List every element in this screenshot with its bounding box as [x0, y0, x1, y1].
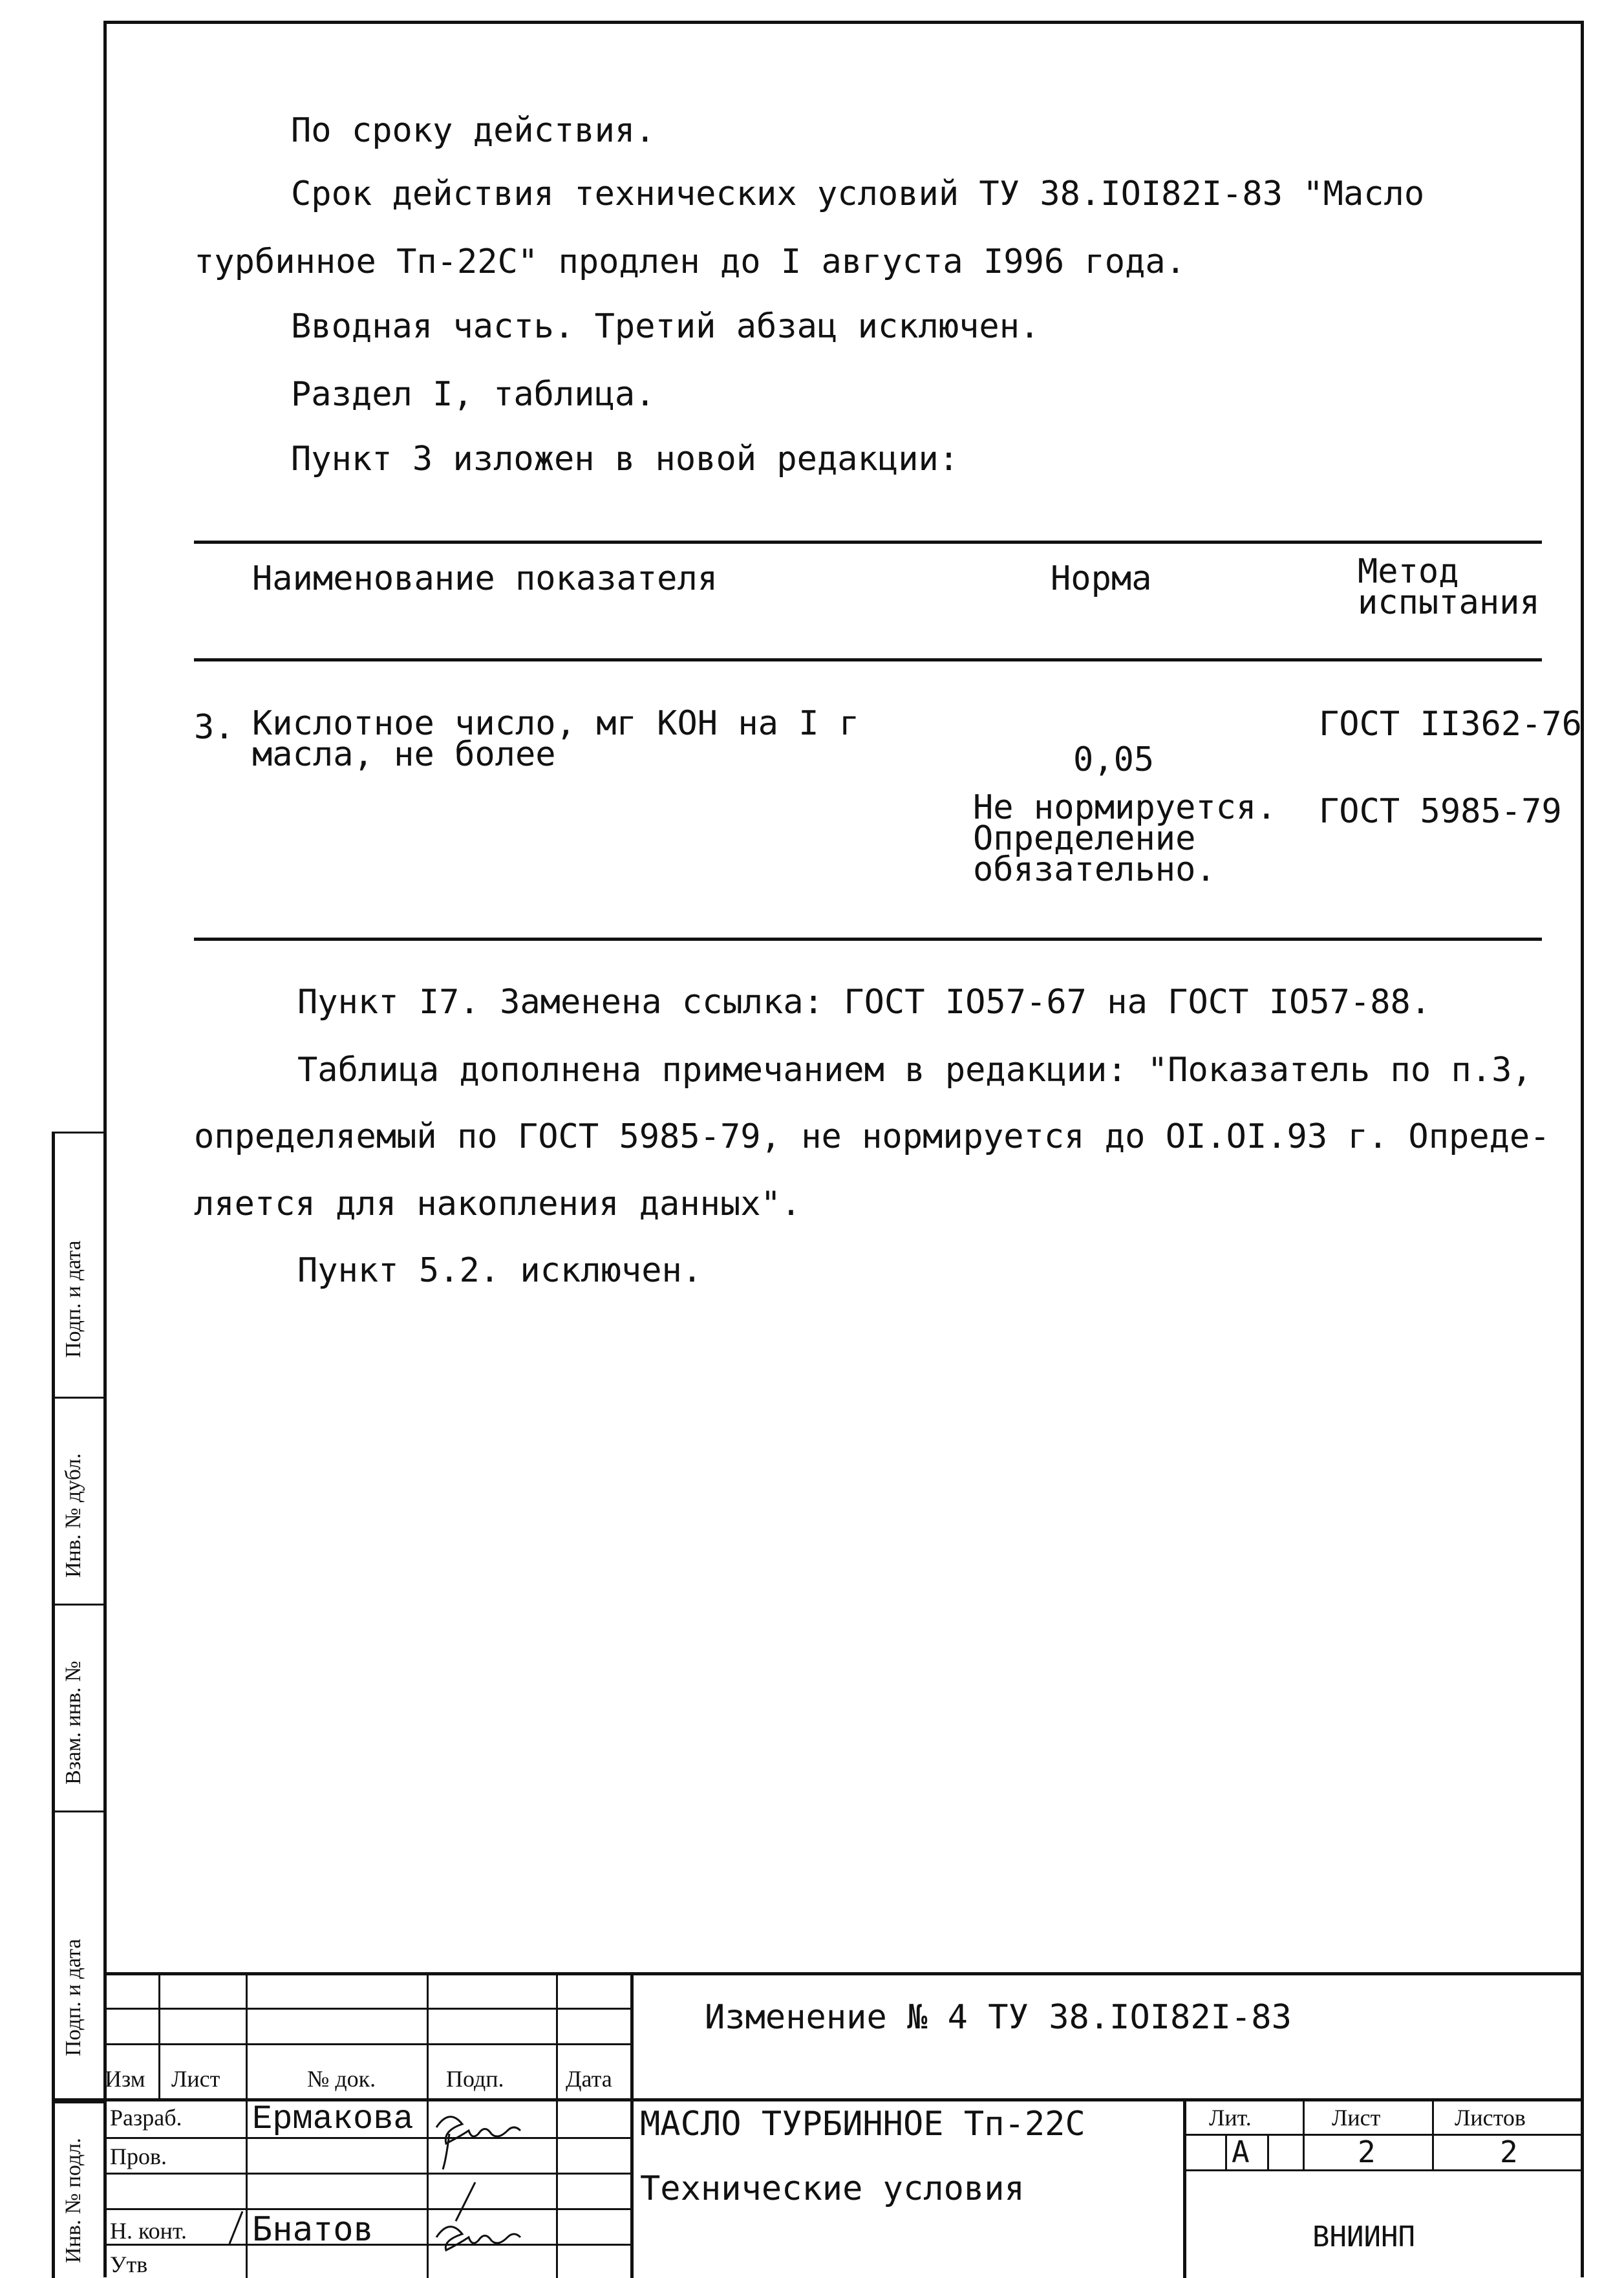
paragraph: Пункт 3 изложен в новой редакции:: [291, 440, 959, 478]
product-name: МАСЛО ТУРБИННОЕ Тп-22С: [640, 2105, 1085, 2144]
paragraph: Пункт I7. Заменена ссылка: ГОСТ IO57-67 на ГОСТ IO57-88.: [297, 983, 1431, 1022]
stamp-nkont-label: Н. конт.: [110, 2218, 187, 2244]
table-row-number: 3.: [194, 708, 235, 747]
paragraph: турбинное Тп-22С" продлен до I августа I996 года.: [194, 242, 1186, 281]
stamp-divider: [630, 1972, 634, 2278]
table-cell-norm: обязательно.: [973, 850, 1216, 889]
change-title: Изменение № 4 ТУ 38.IOI82I-83: [705, 1998, 1292, 2037]
stamp-top-rule: [103, 1972, 1584, 1975]
table-cell-method: ГОСТ 5985-79: [1319, 792, 1562, 831]
table-header-method: испытания: [1358, 583, 1540, 622]
signature: [430, 2101, 559, 2173]
table-cell-name: Кислотное число, мг КОН на I г: [252, 704, 860, 743]
paragraph: Срок действия технических условий ТУ 38.IOI82I-83 "Масло: [291, 175, 1425, 213]
side-label: Подп. и дата: [61, 1939, 85, 2056]
side-strip-divider: [52, 1397, 105, 1399]
stamp-razrab-name: Ермакова: [252, 2100, 414, 2138]
stamp-header-data: Дата: [566, 2066, 612, 2092]
stamp-header-doc: № док.: [307, 2066, 376, 2092]
stamp-sheet-value: 2: [1358, 2134, 1376, 2169]
signature: [430, 2176, 559, 2253]
side-label: Инв. № дубл.: [61, 1453, 85, 1578]
stamp-lit-value: А: [1232, 2134, 1250, 2169]
signature-tick: [223, 2208, 249, 2247]
paragraph: Таблица дополнена примечанием в редакции: "Показатель по п.3,: [297, 1051, 1532, 1090]
stamp-row: [103, 2173, 630, 2175]
stamp-sheet-label: Лист: [1332, 2105, 1381, 2131]
paragraph: Пункт 5.2. исключен.: [297, 1251, 703, 1290]
stamp-row: [103, 2008, 630, 2010]
table-header-name: Наименование показателя: [252, 559, 718, 598]
side-label: Инв. № подл.: [61, 2138, 85, 2263]
stamp-row: [103, 2043, 630, 2045]
stamp-col: [1267, 2134, 1269, 2169]
stamp-header-podp: Подп.: [446, 2066, 504, 2092]
stamp-col: [158, 1972, 160, 2101]
stamp-col: [427, 1972, 429, 2278]
paragraph: Раздел I, таблица.: [291, 375, 656, 414]
table-header-norm: Норма: [1051, 559, 1152, 598]
stamp-nkont-name: Бнатов: [252, 2210, 374, 2249]
side-label: Взам. инв. №: [61, 1660, 85, 1785]
table-cell-method: ГОСТ II362-76: [1319, 705, 1582, 744]
side-label: Подп. и дата: [61, 1240, 85, 1358]
side-strip-line: [52, 1132, 55, 2278]
side-strip-divider: [52, 2101, 105, 2103]
table-cell-norm: Не нормируется.: [973, 788, 1277, 827]
table-bottom-rule: [194, 938, 1542, 941]
paragraph: Вводная часть. Третий абзац исключен.: [291, 307, 1040, 346]
paragraph: ляется для накопления данных".: [194, 1185, 802, 1223]
stamp-col: [1225, 2134, 1227, 2169]
table-cell-name: масла, не более: [252, 735, 556, 774]
organization: ВНИИНП: [1312, 2220, 1415, 2253]
table-header-rule: [194, 658, 1542, 661]
stamp-divider: [1183, 2098, 1186, 2278]
stamp-sheets-value: 2: [1500, 2134, 1518, 2169]
table-cell-norm: 0,05: [1073, 740, 1155, 779]
side-strip-divider: [52, 1132, 105, 1134]
stamp-razrab-label: Разраб.: [110, 2105, 182, 2131]
stamp-prov-label: Пров.: [110, 2144, 167, 2169]
table-header-method: Метод: [1358, 552, 1459, 591]
stamp-lit-label: Лит.: [1209, 2105, 1252, 2131]
stamp-sheets-label: Листов: [1455, 2105, 1526, 2131]
side-strip-divider: [52, 1604, 105, 1606]
table-cell-norm: Определение: [973, 819, 1196, 858]
document-type: Технические условия: [640, 2169, 1025, 2208]
stamp-utv-label: Утв: [110, 2251, 148, 2277]
stamp-header-list: Лист: [171, 2066, 220, 2092]
side-strip-divider: [52, 1811, 105, 1812]
paragraph: По сроку действия.: [291, 111, 656, 150]
table-top-rule: [194, 541, 1542, 544]
stamp-header-izm: Изм: [105, 2066, 145, 2092]
paragraph: определяемый по ГОСТ 5985-79, не нормируется до OI.OI.93 г. Опреде-: [194, 1117, 1550, 1156]
